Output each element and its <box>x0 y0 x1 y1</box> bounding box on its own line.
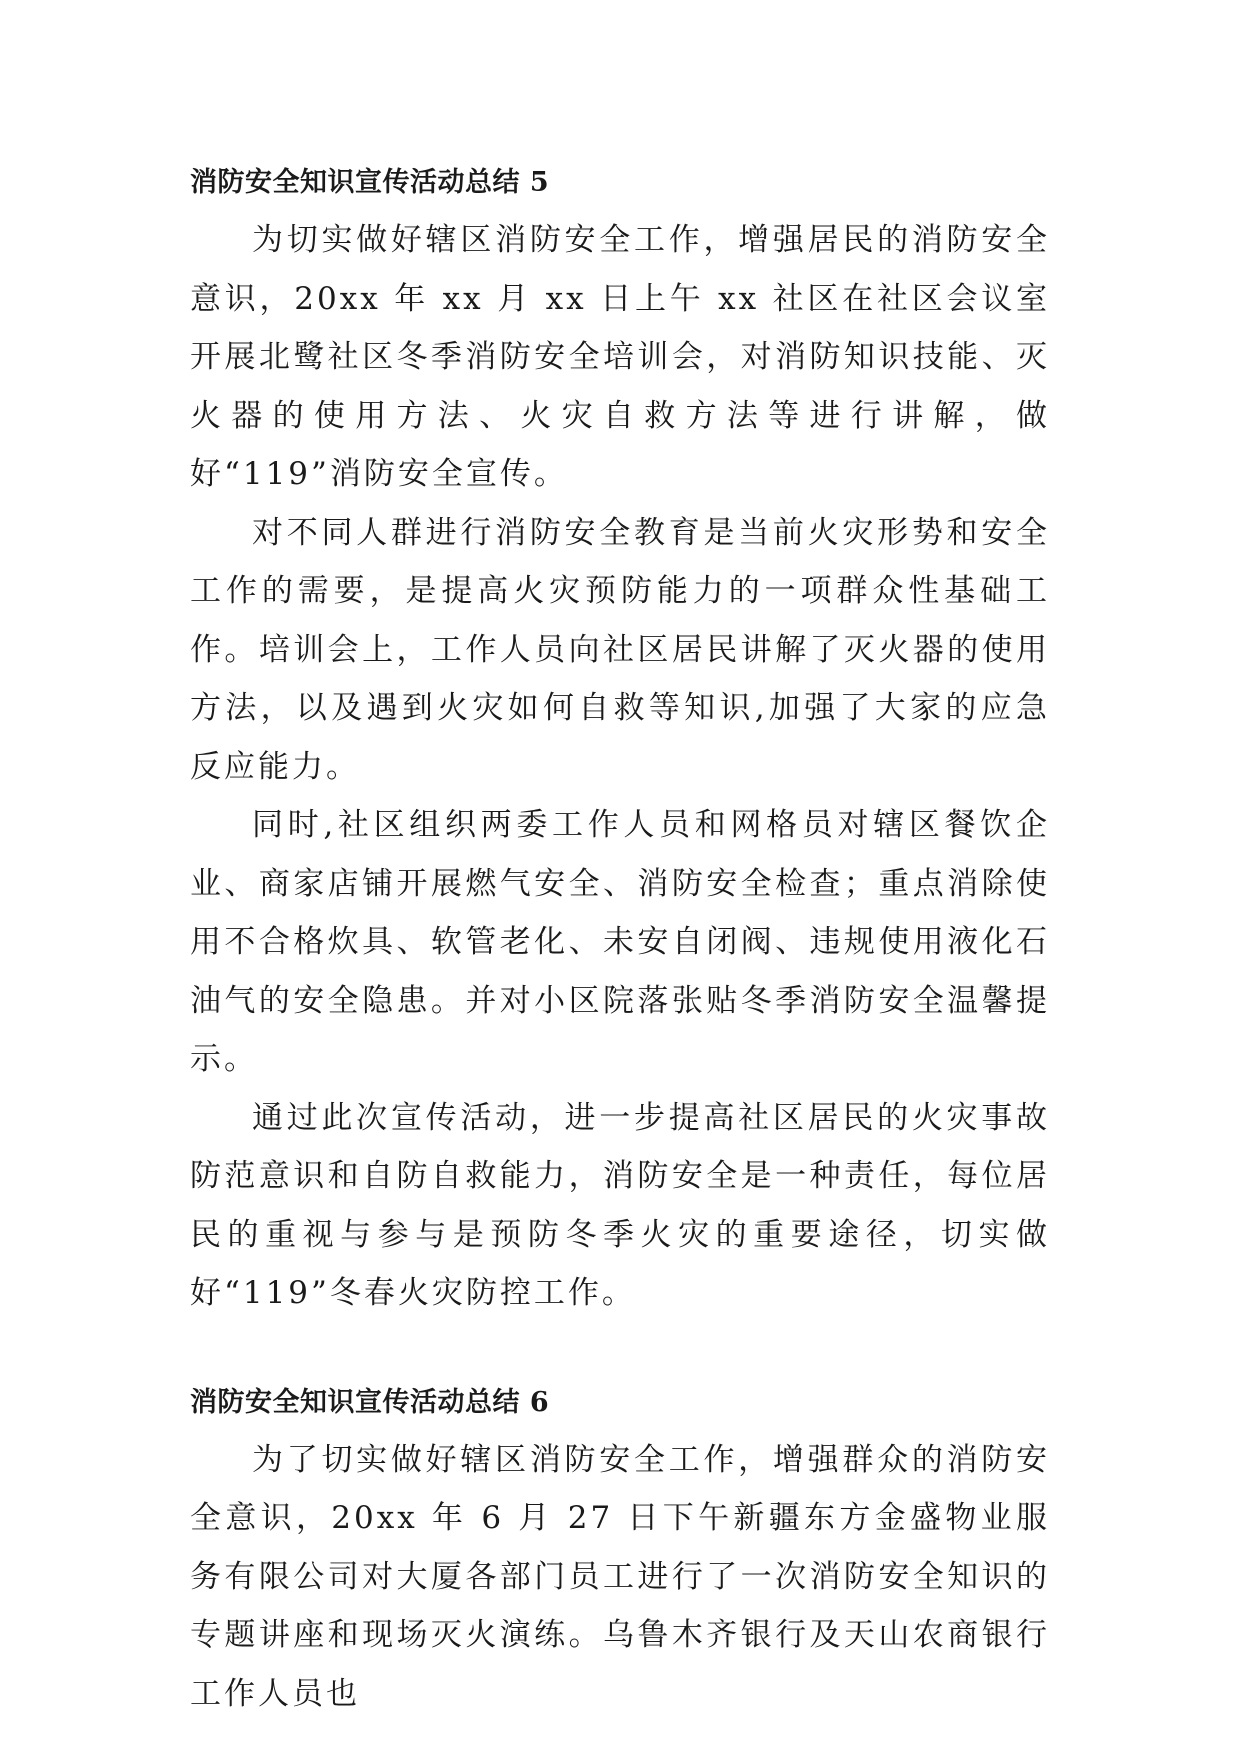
section-spacer <box>190 1323 1050 1375</box>
summary-section-5 <box>190 155 1050 1323</box>
paragraph: 为了切实做好辖区消防安全工作，增强群众的消防安全意识，20xx 年 6 月 27 日下午新疆东方金盛物业服务有限公司对大厦各部门员工进行了一次消防安全知识的专题讲座和现场灭火演练。乌鲁木齐银行及天山农商银行工作人员也 <box>190 1441 1050 1712</box>
section-title: 消防安全知识宣传活动总结 6 <box>190 1386 550 1418</box>
paragraph: 为切实做好辖区消防安全工作，增强居民的消防安全意识，20xx 年 xx 月 xx 日上午 xx 社区在社区会议室开展北鹭社区冬季消防安全培训会，对消防知识技能、灭火器的使用方法、火灾自救方法等进行讲解，做好“119”消防安全宣传。 <box>190 222 1050 492</box>
summary-section-6 <box>190 1375 1050 1724</box>
section-title: 消防安全知识宣传活动总结 5 <box>190 167 550 198</box>
paragraph: 同时,社区组织两委工作人员和网格员对辖区餐饮企业、商家店铺开展燃气安全、消防安全检查；重点消除使用不合格炊具、软管老化、未安自闭阀、违规使用液化石油气的安全隐患。并对小区院落张贴冬季消防安全温馨提示。 <box>190 807 1050 1077</box>
document-page <box>190 155 1050 1723</box>
paragraph: 通过此次宣传活动，进一步提高社区居民的火灾事故防范意识和自防自救能力，消防安全是一种责任，每位居民的重视与参与是预防冬季火灾的重要途径，切实做好“119”冬春火灾防控工作。 <box>190 1099 1050 1311</box>
paragraph: 对不同人群进行消防安全教育是当前火灾形势和安全工作的需要，是提高火灾预防能力的一项群众性基础工作。培训会上，工作人员向社区居民讲解了灭火器的使用方法，以及遇到火灾如何自救等知识,加强了大家的应急反应能力。 <box>190 514 1050 785</box>
